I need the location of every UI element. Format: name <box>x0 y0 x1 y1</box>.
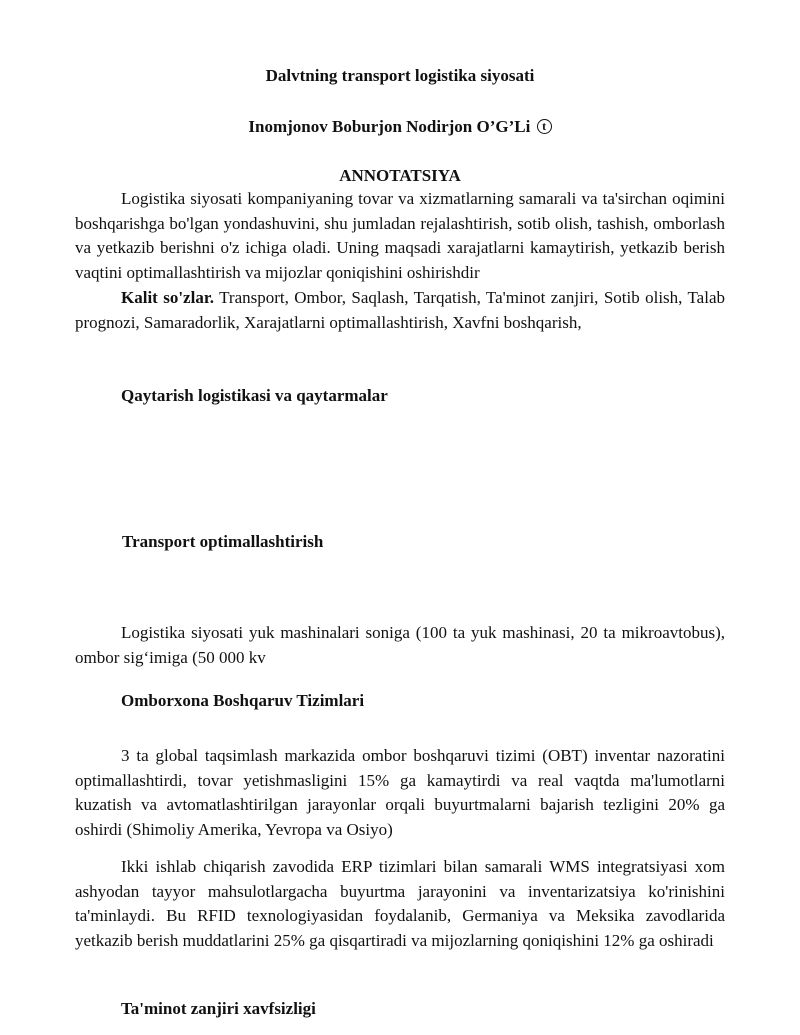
keywords-label: Kalit so'zlar. <box>121 288 215 307</box>
author-name: Inomjonov Boburjon Nodirjon O’G’Li <box>248 117 531 136</box>
author-line <box>0 117 800 137</box>
keywords-text: Transport, Ombor, Saqlash, Tarqatish, Ta'minot zanjiri, Sotib olish, Talab prognozi, Samaradorlik, Xarajatlarni optimallashtirish, Xavfni boshqarish, <box>75 288 725 332</box>
author-mark-icon: t <box>537 119 552 134</box>
wms-paragraph-2: Ikki ishlab chiqarish zavodida ERP tizimlari bilan samarali WMS integratsiyasi xom ashyodan tayyor mahsulotlargacha buyurtma jarayonini va inventarizatsiya ko'rinishini ta'minlaydi. Bu RFID texnologiyasidan foydalanib, Germaniya va Meksika zavodlarida yetkazib berish muddatlarini 25% ga qisqartiradi va mijozlarning qoniqishini 12% ga oshiradi <box>75 857 725 950</box>
section-heading-reverse-logistics: Qaytarish logistikasi va qaytarmalar <box>121 386 388 405</box>
document-title: Dalvtning transport logistika siyosati <box>265 66 535 85</box>
section-heading-supply-security: Ta'minot zanjiri xavfsizligi <box>121 999 316 1018</box>
transport-paragraph: Logistika siyosati yuk mashinalari soniga (100 ta yuk mashinasi, 20 ta mikroavtobus), ombor sig‘imiga (50 000 kv <box>75 623 725 667</box>
wms-paragraph-1: 3 ta global taqsimlash markazida ombor boshqaruvi tizimi (OBT) inventar nazoratini optimallashtirdi, tovar yetishmasligini 15% ga kamaytirdi va real vaqtda ma'lumotlarni kuzatish va avtomatlashtirilgan jarayonlar orqali buyurtmalarni bajarish tezligini 20% ga oshirdi (Shimoliy Amerika, Yevropa va Osiyo) <box>75 746 725 839</box>
annotation-heading: ANNOTATSIYA <box>339 166 461 185</box>
section-heading-wms: Omborxona Boshqaruv Tizimlari <box>121 691 365 710</box>
section-heading-transport-optimization: Transport optimallashtirish <box>122 532 324 551</box>
annotation-paragraph: Logistika siyosati kompaniyaning tovar va xizmatlarning samarali va ta'sirchan oqimini boshqarishga bo'lgan yondashuvini, shu jumladan rejalashtirish, sotib olish, tashish, omborlash va yetkazib berishni o'z ichiga oladi. Uning maqsadi xarajatlarni kamaytirish, yetkazib berish vaqtini optimallashtirish va mijozlar qoniqishini oshirishdir <box>75 189 725 282</box>
keywords-paragraph <box>75 286 725 335</box>
